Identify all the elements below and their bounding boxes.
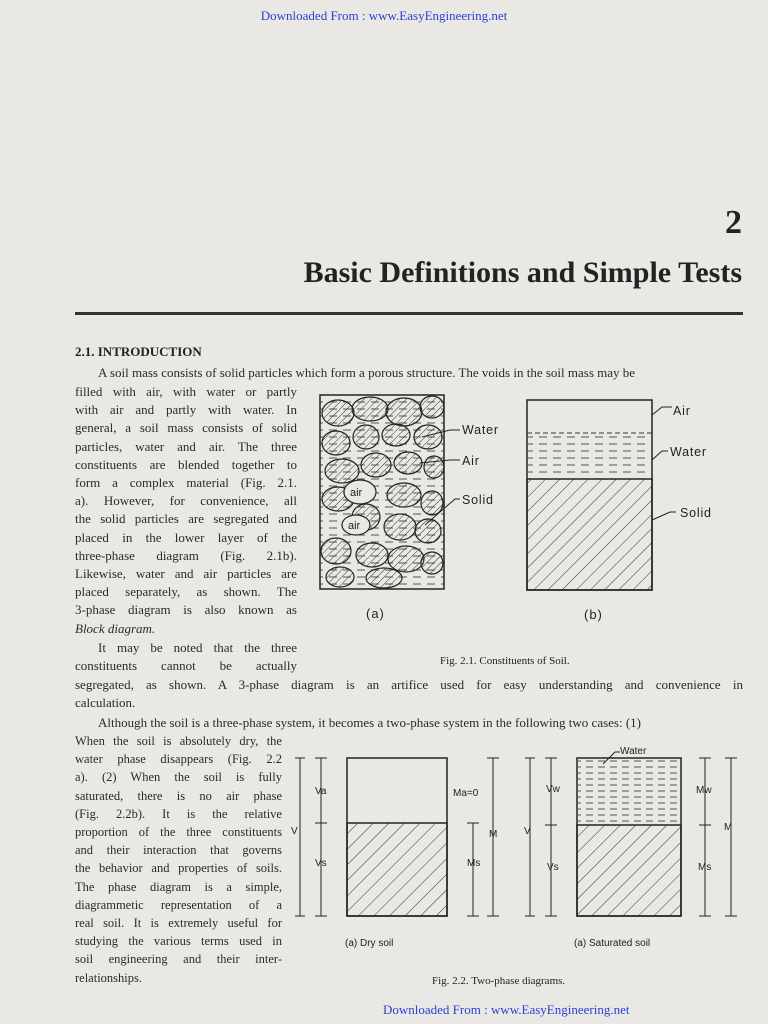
fig21b-label-air: Air [673,404,691,418]
text-line: form a complex material (Fig. 2.1. [75,475,297,491]
text-line: constituents are blended together to [75,456,297,472]
paragraph-2-full-line: segregated, as shown. A 3-phase diagram is an artifice used for easy understanding and convenience in [75,677,743,692]
text-line: diagrammetic representation of a [75,897,282,912]
fig22a-volume-dimensions [295,758,327,916]
text-line: particles, water and air. The three [75,438,297,454]
leader-b-water [652,451,668,460]
paragraph-2-column-b [75,657,297,675]
fig21b-label-water: Water [670,445,707,459]
text-line: placed separately, as shown. The [75,584,297,600]
fig22b-v: V [524,826,531,837]
fig22b-saturated-soil-block [577,758,681,916]
fig22b-vs: Vs [547,862,559,873]
leader-b-air [652,407,672,415]
chapter-number: 2 [725,204,742,241]
text-line: the behavior and properties of soils. [75,861,282,876]
text-line: constituents cannot be actually [75,658,297,673]
text-line: It may be noted that the three [98,640,297,655]
fig21b-block-diagram [527,400,652,590]
text-line: a). However, for convenience, all [75,493,297,509]
paragraph-1-column [75,383,297,638]
chapter-title: Basic Definitions and Simple Tests [303,256,742,289]
text-line: with air and partly with water. In [75,402,297,418]
text-line: studying the various terms used in [75,934,282,949]
fig21-caption: Fig. 2.1. Constituents of Soil. [440,655,570,667]
text-line: a). (2) When the soil is fully [75,770,282,785]
paragraph-1-first-line: A soil mass consists of solid particles which form a porous structure. The voids in the soil mass may be [98,365,636,380]
download-footer-link[interactable]: Downloaded From : www.EasyEngineering.net [383,1002,630,1017]
section-heading: 2.1. INTRODUCTION [75,344,202,359]
text-line: filled with air, with water or partly [75,384,297,399]
fig22-sub-b: (a) Saturated soil [574,938,651,949]
text-line: real soil. It is extremely useful for [75,916,282,931]
fig21b-label-solid: Solid [680,506,712,520]
fig22a-vs: Vs [315,858,327,869]
fig22b-volume-dimensions [525,758,557,916]
fig22a-m: M [489,829,498,840]
leader-b-solid [652,512,676,520]
fig22-sub-a: (a) Dry soil [345,938,394,949]
paragraph-3-first-line: Although the soil is a three-phase system, it becomes a two-phase system in the following two cases: (1) [98,715,641,730]
download-header-link[interactable]: Downloaded From : www.EasyEngineering.net [260,8,508,23]
fig22b-ms: Ms [698,862,712,873]
text-line: and their interaction that governs [75,843,282,858]
paragraph-3-column [75,732,282,987]
text-line: The phase diagram is a simple, [75,879,282,894]
fig21a-label-solid: Solid [462,493,494,507]
text-line: three-phase diagram (Fig. 2.1b). [75,547,297,563]
fig21a-label-water: Water [462,423,499,437]
fig22a-v: V [291,826,298,837]
fig22a-ms: Ms [467,858,481,869]
text-line: the solid particles are segregated and [75,511,297,527]
figure-2-1 [300,385,760,685]
text-line: Block diagram. [75,620,156,636]
fig21-sub-a: (a) [366,606,385,621]
figure-2-2 [285,740,755,970]
text-line: general, a soil mass consists of solid [75,420,297,436]
fig22a-ma0: Ma=0 [453,788,479,799]
text-line: proportion of the three constituents [75,825,282,840]
paragraph-2-last-line: calculation. [75,695,136,710]
title-rule [75,312,743,315]
fig22b-vw: Vw [546,784,560,795]
fig21a-soil-mass [320,395,444,589]
text-line: soil engineering and their inter- [75,952,282,967]
fig22b-mass-dimensions [699,758,737,916]
text-line: relationships. [75,970,143,985]
fig22b-m: M [724,822,733,833]
fig22a-va: Va [315,786,327,797]
text-line: placed in the lower layer of the [75,529,297,545]
fig21a-inner-air-label: air [348,520,361,532]
paragraph-2-column [98,639,297,657]
fig22b-water: Water [620,746,647,757]
fig22b-mw: Mw [696,785,712,796]
fig21a-inner-air-label: air [350,487,363,499]
text-line: When the soil is absolutely dry, the [75,734,282,748]
fig22a-dry-soil-block [347,758,447,916]
text-line: saturated, there is no air phase [75,788,282,803]
fig21a-label-air: Air [462,454,480,468]
fig22-caption: Fig. 2.2. Two-phase diagrams. [432,975,566,987]
text-line: water phase disappears (Fig. 2.2 [75,752,282,767]
fig21-sub-b: (b) [584,607,603,622]
text-line: 3-phase diagram is also known as [75,602,297,618]
text-line: Likewise, water and air particles are [75,566,297,582]
text-line: (Fig. 2.2b). It is the relative [75,806,282,821]
